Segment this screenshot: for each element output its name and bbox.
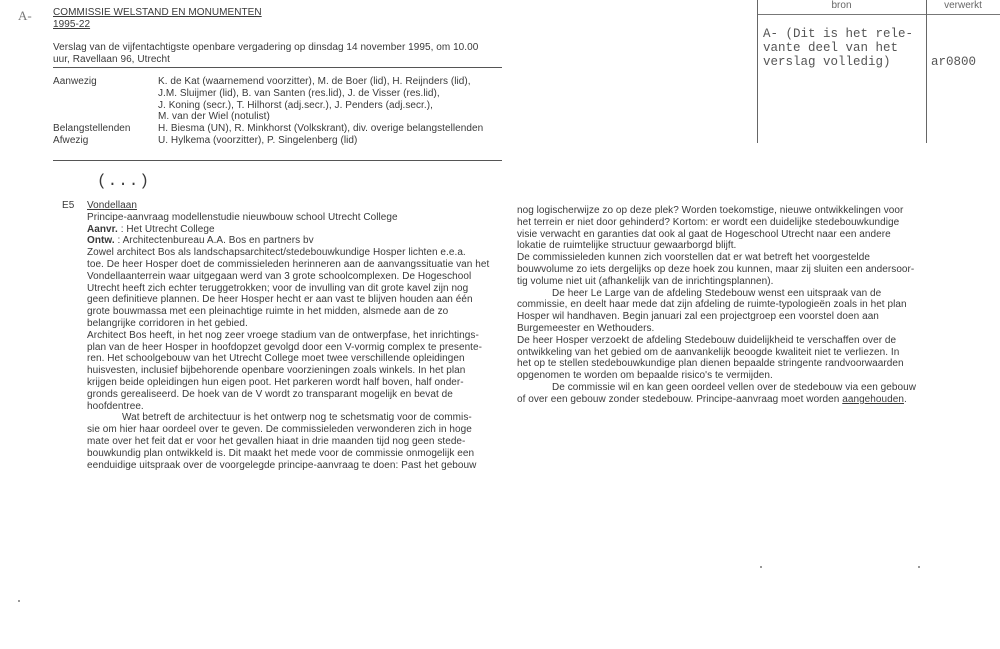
paragraph-line: Architect Bos heeft, in het nog zeer vroege stadium van de ontwerpfase, het inrichtings-	[87, 329, 479, 341]
item-code: E5	[62, 200, 75, 211]
attendees	[158, 76, 483, 147]
label-afwezig: Afwezig	[53, 135, 89, 146]
paragraph-line: het op te stellen stedebouwkundige plan dienen bepaalde stringente randvoorwaarden	[517, 358, 904, 370]
paragraph-line: toe. De heer Hosper doet de commissieleden herinneren aan de aanvangssituatie van het	[87, 258, 490, 270]
paragraph-line: De heer Le Large van de afdeling Stedebouw wenst een uitspraak van de	[552, 287, 882, 299]
item-description: Principe-aanvraag modellenstudie nieuwbouw school Utrecht College	[87, 211, 398, 223]
paragraph-line: tig volume niet uit (afhankelijk van de inrichtingsplannen).	[517, 275, 774, 287]
paragraph-line: Zowel architect Bos als landschapsarchitect/stedebouwkundige Hosper lichten e.e.a.	[87, 247, 466, 259]
interested-line: H. Biesma (UN), R. Minkhorst (Volkskrant), div. overige belangstellenden	[158, 123, 484, 135]
absent-line: U. Hylkema (voorzitter), P. Singelenberg (lid)	[158, 134, 358, 146]
paragraph-line: grote bouwmassa met een pleinachtige ruimte in het midden, alsmede aan de zo	[87, 306, 449, 318]
stamp-verwerkt-value: ar0800	[931, 55, 977, 69]
paragraph-line: sie om hier haar oordeel over te geven. De commissieleden verwonderen zich in hoge	[87, 424, 472, 436]
paragraph-line: krijgen beide opleidingen hun eigen poot. Het parkeren wordt half boven, half onder-	[87, 376, 464, 388]
paragraph-line: bouwkundig plan ontwikkeld is. Dit maakt het mede voor de commissie onmogelijk een	[87, 447, 475, 459]
document-title: COMMISSIE WELSTAND EN MONUMENTEN	[53, 7, 262, 18]
meeting-subtitle-2: uur, Ravellaan 96, Utrecht	[53, 54, 170, 65]
paragraph-line: opgenomen te worden om bepaalde risico's te vermijden.	[517, 370, 773, 382]
stamp-border	[757, 0, 758, 143]
stamp-note-line: vante deel van het	[763, 41, 899, 55]
meeting-subtitle-1: Verslag van de vijfentachtigste openbare vergadering op dinsdag 14 november 1995, om 10.00	[53, 42, 479, 53]
stamp-note-line: A- (Dit is het rele-	[763, 27, 914, 41]
attendees-line: J. Koning (secr.), T. Hilhorst (adj.secr.), J. Penders (adj.secr.),	[158, 99, 433, 111]
item-designer: Ontw. : Architectenbureau A.A. Bos en partners bv	[87, 235, 314, 247]
scan-speck	[760, 566, 762, 568]
stamp-header-line	[757, 14, 1000, 15]
divider	[53, 160, 502, 161]
paragraph-line: nog logischerwijze zo op deze plek? Worden toekomstige, nieuwe ontwikkelingen voor	[517, 205, 904, 216]
stamp-bron-note	[763, 27, 913, 69]
attendees-line: J.M. Sluijmer (lid), B. van Santen (res.lid), J. de Visser (res.lid),	[158, 87, 440, 99]
margin-mark: A-	[18, 8, 32, 23]
stamp-col-bron: bron	[831, 0, 852, 11]
paragraph-line: gronds gerealiseerd. De hoek van de V wordt zo transparant mogelijk en bevat de	[87, 388, 453, 400]
paragraph-line: plan van de heer Hosper in hoofdopzet gevolgd door een V-vormig complex te presente-	[87, 341, 482, 353]
paragraph-line: bouwvolume zo iets dergelijks op deze hoek zou kunnen, maar zij sluiten een andersoor-	[517, 263, 915, 275]
label-belangstellenden: Belangstellenden	[53, 123, 131, 134]
paragraph-line: mate over het feit dat er voor het gevallen hiaat in drie maanden tijd nog geen stede-	[87, 435, 466, 447]
paragraph-line: commissie, en deelt haar mede dat zijn afdeling de ruimte-typologieën zoals in het plan	[517, 299, 907, 311]
punctuation: .	[903, 393, 907, 405]
scan-speck	[18, 600, 20, 602]
paragraph-line: geen definitieve plannen. De heer Hosper hecht er aan vast te blijven houden aan één	[87, 294, 473, 306]
paragraph-line: belangrijke corridoren in het gebied.	[87, 317, 248, 329]
paragraph-line: De commissieleden kunnen zich voorstellen dat er wat betreft het voorgestelde	[517, 252, 870, 264]
paragraph-line: visie verwacht en garanties dat ook al gaat de Hogeschool Utrecht naar een andere	[517, 228, 891, 240]
paragraph-line: Utrecht heeft zich echter teruggetrokken; voor de invulling van dit grote kavel zijn nog	[87, 282, 469, 294]
paragraph-line: De heer Hosper verzoekt de afdeling Stedebouw duidelijkheid te verschaffen over de	[517, 334, 897, 346]
paragraph-text: of over een gebouw zonder stedebouw. Principe-aanvraag moet worden	[517, 393, 843, 405]
stamp-border	[926, 0, 927, 143]
paragraph-line: De commissie wil en kan geen oordeel vellen over de stedebouw via een gebouw	[552, 381, 917, 393]
paragraph-line: Burgemeester en Wethouders.	[517, 322, 655, 334]
paragraph-line: hoofdentree.	[87, 400, 144, 412]
left-column	[87, 200, 489, 471]
attendees-line: M. van der Wiel (notulist)	[158, 111, 270, 123]
item-applicant: Aanvr. : Het Utrecht College	[87, 223, 215, 235]
paragraph-line: Vondellaanterrein waar uitgegaan werd van 3 grote schoolcomplexen. De Hogeschool	[87, 270, 472, 282]
label-aanwezig: Aanwezig	[53, 76, 97, 87]
paragraph-line: Wat betreft de architectuur is het ontwerp nog te schetsmatig voor de commis-	[122, 412, 472, 424]
attendees-line: K. de Kat (waarnemend voorzitter), M. de Boer (lid), H. Reijnders (lid),	[158, 76, 471, 87]
paragraph-line: het terrein er niet door gehinderd? Kortom: er wordt een duidelijke stedebouwkundige	[517, 216, 900, 228]
item-location: Vondellaan	[87, 200, 137, 211]
omission-mark: (...)	[97, 172, 151, 190]
paragraph-line: Hosper wil handhaven. Begin januari zal een projectgroep een voorstel doen aan	[517, 311, 879, 323]
paragraph-line: eenduidige uitspraak over de voorgelegde principe-aanvraag te doen: Past het gebouw	[87, 459, 477, 471]
paragraph-line: ontwikkeling van het gebied om de aanvankelijk beoogde kwaliteit niet te verliezen. In	[517, 346, 900, 358]
right-column	[517, 205, 916, 406]
decision-word: aangehouden	[842, 393, 904, 405]
document-number: 1995-22	[53, 19, 91, 30]
paragraph-line: ren. Het schoolgebouw van het Utrecht College moet twee verschillende opleidingen	[87, 353, 465, 365]
divider	[53, 67, 502, 68]
stamp-note-line: verslag volledig)	[763, 55, 891, 69]
scan-speck	[918, 566, 920, 568]
paragraph-line: huisvesten, inclusief bijbehorende openbare voorzieningen zoals winkels. In het plan	[87, 365, 466, 377]
stamp-col-verwerkt: verwerkt	[944, 0, 982, 11]
paragraph-line	[517, 394, 916, 406]
paragraph-line: lokatie de ruimtelijke structuur gewaarborgd blijft.	[517, 240, 737, 252]
